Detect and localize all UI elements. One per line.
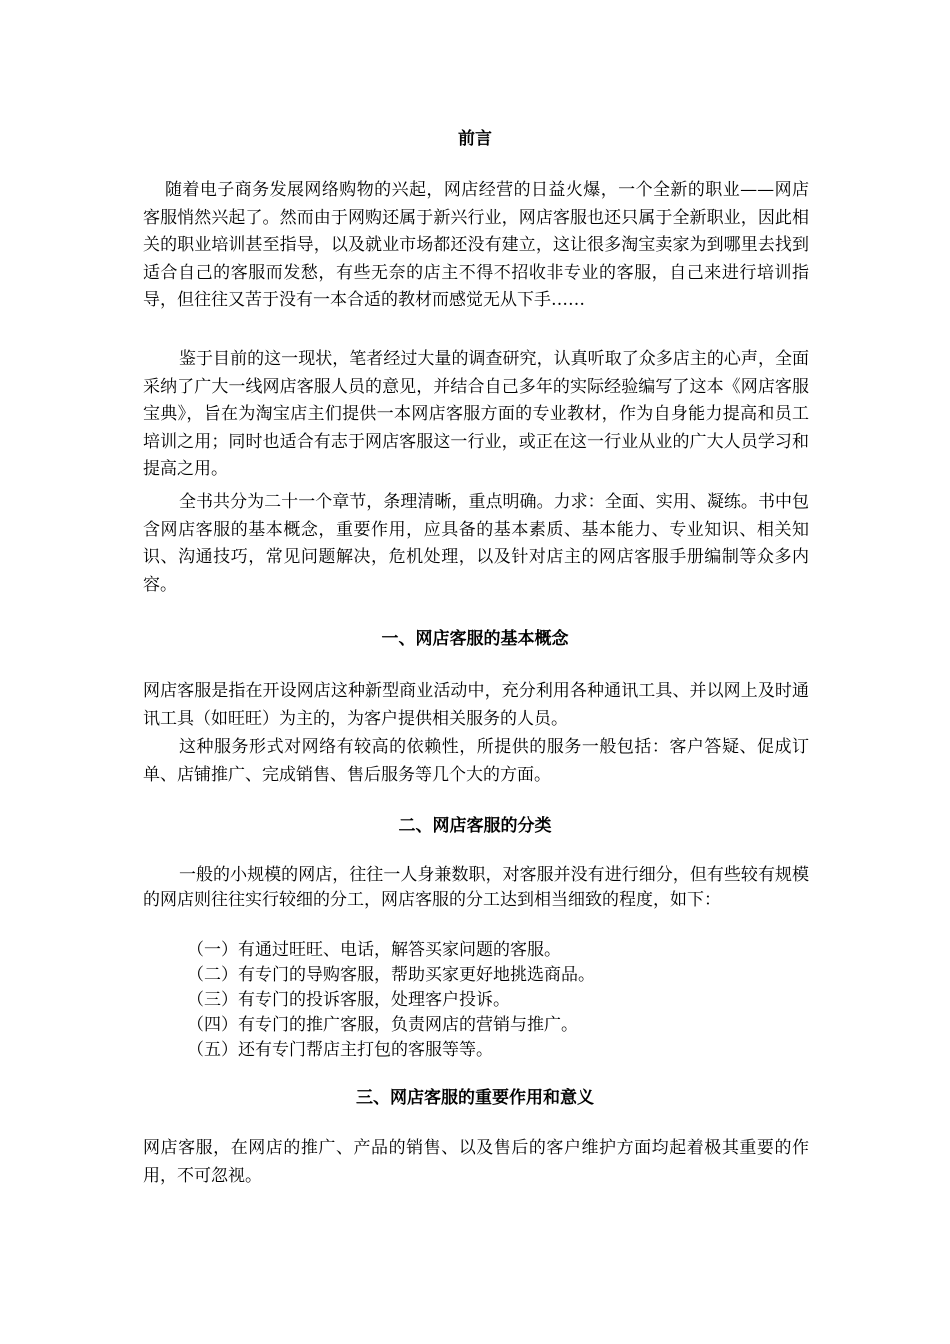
classification-list xyxy=(187,938,809,1063)
list-item: （五）还有专门帮店主打包的客服等等。 xyxy=(187,1040,493,1060)
page-title: 前言 xyxy=(458,129,492,149)
list-item: （二）有专门的导购客服，帮助买家更好地挑选商品。 xyxy=(187,965,595,985)
section-3-heading: 三、网店客服的重要作用和意义 xyxy=(356,1088,594,1108)
list-item: （三）有专门的投诉客服，处理客户投诉。 xyxy=(187,990,510,1010)
section-2-heading: 二、网店客服的分类 xyxy=(398,816,552,836)
section-1-heading: 一、网店客服的基本概念 xyxy=(381,629,569,649)
section-1-paragraph-1: 网店客服是指在开设网店这种新型商业活动中，充分利用各种通讯工具、并以网上及时通讯工具（如旺旺）为主的，为客户提供相关服务的人员。 xyxy=(143,681,809,729)
list-item: （一）有通过旺旺、电话，解答买家问题的客服。 xyxy=(187,940,561,960)
preface-paragraph-1: 随着电子商务发展网络购物的兴起，网店经营的日益火爆，一个全新的职业——网店客服悄然兴起了。然而由于网购还属于新兴行业，网店客服也还只属于全新职业，因此相关的职业培训甚至指导，以及就业市场都还没有建立，这让很多淘宝卖家为到哪里去找到适合自己的客服而发愁，有些无奈的店主不得不招收非专业的客服，自己来进行培训指导，但往往又苦于没有一本合适的教材而感觉无从下手…… xyxy=(143,180,809,311)
section-1-paragraph-2: 这种服务形式对网络有较高的依赖性，所提供的服务一般包括：客户答疑、促成订单、店铺推广、完成销售、售后服务等几个大的方面。 xyxy=(143,737,809,785)
preface-paragraph-2: 鉴于目前的这一现状，笔者经过大量的调查研究，认真听取了众多店主的心声，全面采纳了广大一线网店客服人员的意见，并结合自己多年的实际经验编写了这本《网店客服宝典》，旨在为淘宝店主们提供一本网店客服方面的专业教材，作为自身能力提高和员工培训之用；同时也适合有志于网店客服这一行业，或正在这一行业从业的广大人员学习和提高之用。 xyxy=(143,349,809,480)
section-3-paragraph-1: 网店客服，在网店的推广、产品的销售、以及售后的客户维护方面均起着极其重要的作用，不可忽视。 xyxy=(143,1138,809,1186)
preface-paragraph-3: 全书共分为二十一个章节，条理清晰，重点明确。力求：全面、实用、凝练。书中包含网店客服的基本概念，重要作用，应具备的基本素质、基本能力、专业知识、相关知识、沟通技巧，常见问题解决，危机处理，以及针对店主的网店客服手册编制等众多内容。 xyxy=(143,492,809,595)
section-2-intro: 一般的小规模的网店，往往一人身兼数职，对客服并没有进行细分，但有些较有规模的网店则往往实行较细的分工，网店客服的分工达到相当细致的程度，如下： xyxy=(143,865,809,910)
list-item: （四）有专门的推广客服，负责网店的营销与推广。 xyxy=(187,1015,578,1035)
